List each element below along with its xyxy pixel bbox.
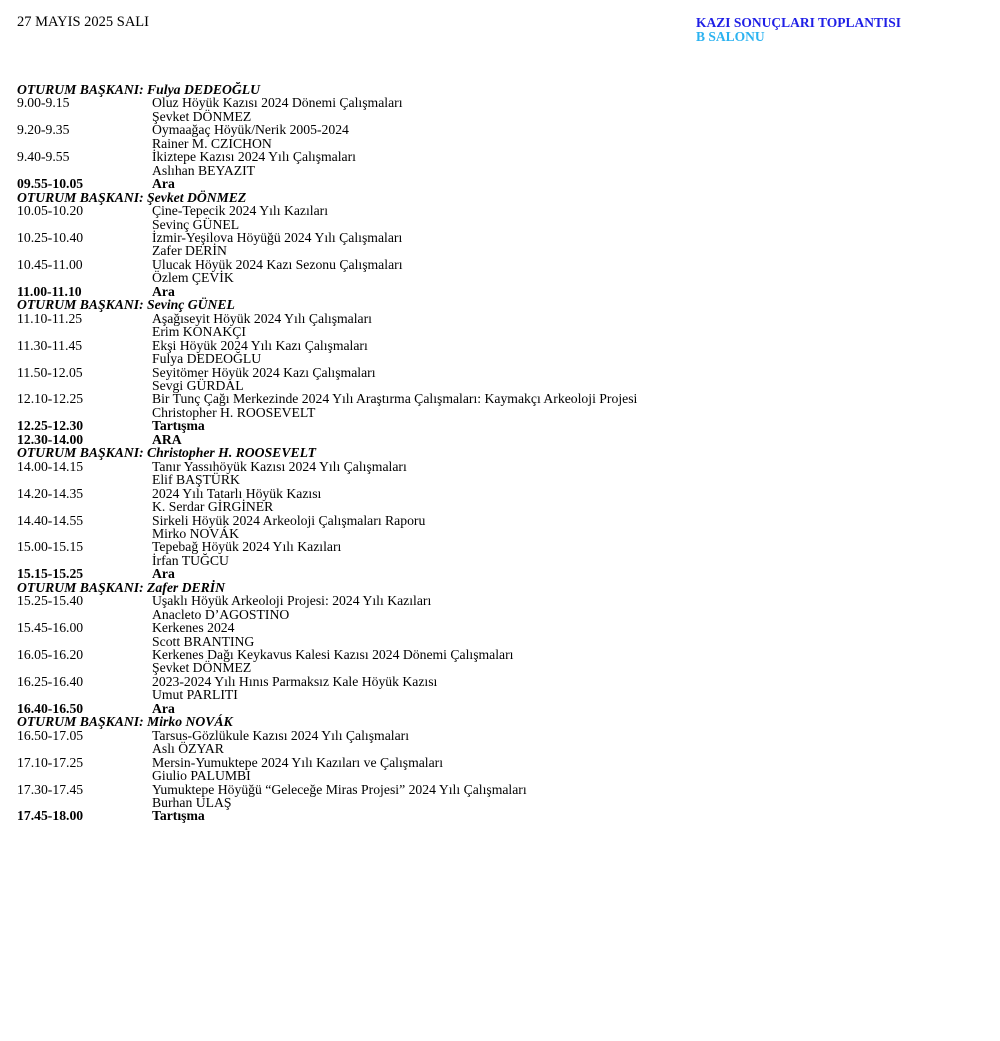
speaker-name: Özlem ÇEVİK — [152, 270, 234, 286]
speaker-name: Anacleto D’AGOSTINO — [152, 606, 290, 622]
break-row — [17, 567, 977, 580]
talk-row — [17, 96, 977, 109]
author-row — [17, 661, 977, 674]
author-row — [17, 527, 977, 540]
break-row — [17, 433, 977, 446]
author-row — [17, 137, 977, 150]
break-label: Tartışma — [152, 808, 205, 824]
author-row — [17, 110, 977, 123]
session-chair-text: OTURUM BAŞKANI: Mirko NOVÁK — [17, 714, 233, 730]
speaker-name: Elif BAŞTÜRK — [152, 472, 240, 488]
talk-title: Kerkenes 2024 — [152, 620, 235, 636]
talk-row — [17, 756, 977, 769]
author-row — [17, 406, 977, 419]
talk-row — [17, 366, 977, 379]
speaker-name: Erim KONAKÇI — [152, 324, 246, 340]
talk-title: Oymaağaç Höyük/Nerik 2005-2024 — [152, 122, 349, 138]
author-row — [17, 742, 977, 755]
talk-row — [17, 540, 977, 553]
talk-row — [17, 783, 977, 796]
break-row — [17, 419, 977, 432]
talk-title: 2023-2024 Yılı Hınıs Parmaksız Kale Höyük Kazısı — [152, 673, 438, 689]
talk-title: Aşağıseyit Höyük 2024 Yılı Çalışmaları — [152, 310, 372, 326]
author-row — [17, 688, 977, 701]
author-row — [17, 796, 977, 809]
meeting-header — [696, 16, 901, 44]
speaker-name: Zafer DERİN — [152, 243, 227, 259]
session-chair-text: OTURUM BAŞKANI: Zafer DERİN — [17, 579, 225, 595]
time-slot: 15.00-15.15 — [17, 539, 84, 555]
time-slot: 11.30-11.45 — [17, 337, 83, 353]
time-slot: 15.45-16.00 — [17, 620, 84, 636]
time-slot: 14.20-14.35 — [17, 485, 84, 501]
speaker-name: Aslı ÖZYAR — [152, 741, 224, 757]
schedule-date: 27 MAYIS 2025 SALI — [17, 14, 149, 30]
time-slot: 16.50-17.05 — [17, 727, 84, 743]
break-label: Ara — [152, 566, 175, 582]
time-slot: 17.45-18.00 — [17, 808, 84, 824]
talk-row — [17, 675, 977, 688]
author-row — [17, 473, 977, 486]
break-label: Ara — [152, 283, 175, 299]
break-row — [17, 809, 977, 822]
talk-title: Kerkenes Dağı Keykavus Kalesi Kazısı 2024 Dönemi Çalışmaları — [152, 647, 514, 663]
session-chair-text: OTURUM BAŞKANI: Şevket DÖNMEZ — [17, 189, 247, 205]
hall-name: B SALONU — [696, 29, 765, 44]
talk-row — [17, 150, 977, 163]
author-row — [17, 379, 977, 392]
talk-title: Tarsus-Gözlükule Kazısı 2024 Yılı Çalışmaları — [152, 727, 410, 743]
author-row — [17, 352, 977, 365]
time-slot: 15.25-15.40 — [17, 593, 84, 609]
talk-row — [17, 594, 977, 607]
break-label: Ara — [152, 176, 175, 192]
speaker-name: K. Serdar GİRGİNER — [152, 499, 274, 515]
talk-title: 2024 Yılı Tatarlı Höyük Kazısı — [152, 485, 322, 501]
program-schedule — [17, 83, 977, 823]
talk-title: Oluz Höyük Kazısı 2024 Dönemi Çalışmaları — [152, 95, 403, 111]
speaker-name: Umut PARLITI — [152, 687, 238, 703]
talk-title: Yumuktepe Höyüğü “Geleceğe Miras Projesi” 2024 Yılı Çalışmaları — [152, 781, 527, 797]
talk-row — [17, 621, 977, 634]
time-slot: 11.00-11.10 — [17, 283, 82, 299]
talk-title: Tanır Yassıhöyük Kazısı 2024 Yılı Çalışmaları — [152, 458, 407, 474]
break-label: Tartışma — [152, 418, 205, 434]
talk-row — [17, 204, 977, 217]
talk-row — [17, 123, 977, 136]
author-row — [17, 500, 977, 513]
session-chair-row — [17, 83, 977, 96]
break-row — [17, 177, 977, 190]
talk-title: İzmir-Yeşilova Höyüğü 2024 Yılı Çalışmaları — [152, 229, 403, 245]
time-slot: 17.30-17.45 — [17, 781, 84, 797]
author-row — [17, 218, 977, 231]
session-chair-row — [17, 298, 977, 311]
speaker-name: Şevket DÖNMEZ — [152, 108, 252, 124]
time-slot: 12.10-12.25 — [17, 391, 84, 407]
session-chair-text: OTURUM BAŞKANI: Fulya DEDEOĞLU — [17, 82, 260, 97]
time-slot: 09.55-10.05 — [17, 176, 84, 192]
author-row — [17, 608, 977, 621]
talk-title: Ekşi Höyük 2024 Yılı Kazı Çalışmaları — [152, 337, 368, 353]
time-slot: 9.20-9.35 — [17, 122, 70, 138]
meeting-title: KAZI SONUÇLARI TOPLANTISI — [696, 15, 902, 30]
time-slot: 17.10-17.25 — [17, 754, 84, 770]
talk-title: Bir Tunç Çağı Merkezinde 2024 Yılı Araştırma Çalışmaları: Kaymakçı Arkeoloji Projesi — [152, 391, 638, 407]
time-slot: 16.05-16.20 — [17, 647, 84, 663]
session-chair-row — [17, 191, 977, 204]
time-slot: 10.25-10.40 — [17, 229, 84, 245]
speaker-name: Scott BRANTING — [152, 633, 255, 649]
break-label: Ara — [152, 700, 175, 716]
session-chair-row — [17, 715, 977, 728]
time-slot: 15.15-15.25 — [17, 566, 84, 582]
session-chair-row — [17, 581, 977, 594]
session-chair-row — [17, 446, 977, 459]
time-slot: 10.45-11.00 — [17, 256, 83, 272]
author-row — [17, 244, 977, 257]
speaker-name: Mirko NOVÁK — [152, 525, 240, 541]
time-slot: 16.40-16.50 — [17, 700, 84, 716]
speaker-name: Sevinç GÜNEL — [152, 216, 240, 232]
time-slot: 14.40-14.55 — [17, 512, 84, 528]
speaker-name: Burhan ULAŞ — [152, 795, 232, 811]
talk-title: Uşaklı Höyük Arkeoloji Projesi: 2024 Yılı Kazıları — [152, 593, 432, 609]
talk-title: Tepebağ Höyük 2024 Yılı Kazıları — [152, 539, 342, 555]
speaker-name: Aslıhan BEYAZIT — [152, 162, 256, 178]
time-slot: 9.00-9.15 — [17, 95, 70, 111]
time-slot: 10.05-10.20 — [17, 203, 84, 219]
author-row — [17, 635, 977, 648]
author-row — [17, 164, 977, 177]
speaker-name: Fulya DEDEOĞLU — [152, 351, 262, 367]
time-slot: 9.40-9.55 — [17, 149, 70, 165]
time-slot: 12.30-14.00 — [17, 431, 84, 447]
author-row — [17, 554, 977, 567]
speaker-name: Şevket DÖNMEZ — [152, 660, 252, 676]
talk-row — [17, 312, 977, 325]
session-chair-text: OTURUM BAŞKANI: Christopher H. ROOSEVELT — [17, 445, 317, 461]
time-slot: 11.50-12.05 — [17, 364, 83, 380]
speaker-name: Giulio PALUMBI — [152, 768, 251, 784]
speaker-name: İrfan TUĞCU — [152, 552, 229, 568]
author-row — [17, 769, 977, 782]
speaker-name: Rainer M. CZICHON — [152, 135, 272, 151]
talk-row — [17, 392, 977, 405]
time-slot: 11.10-11.25 — [17, 310, 83, 326]
talk-row — [17, 487, 977, 500]
talk-row — [17, 231, 977, 244]
talk-title: Çine-Tepecik 2024 Yılı Kazıları — [152, 203, 329, 219]
author-row — [17, 325, 977, 338]
talk-title: Ulucak Höyük 2024 Kazı Sezonu Çalışmaları — [152, 256, 403, 272]
speaker-name: Christopher H. ROOSEVELT — [152, 404, 316, 420]
talk-row — [17, 514, 977, 527]
time-slot: 16.25-16.40 — [17, 673, 84, 689]
time-slot: 12.25-12.30 — [17, 418, 84, 434]
break-label: ARA — [152, 431, 182, 447]
speaker-name: Sevgi GÜRDAL — [152, 377, 244, 393]
talk-title: Sirkeli Höyük 2024 Arkeoloji Çalışmaları Raporu — [152, 512, 426, 528]
time-slot: 14.00-14.15 — [17, 458, 84, 474]
author-row — [17, 271, 977, 284]
talk-title: İkiztepe Kazısı 2024 Yılı Çalışmaları — [152, 149, 356, 165]
talk-title: Seyitömer Höyük 2024 Kazı Çalışmaları — [152, 364, 376, 380]
talk-title: Mersin-Yumuktepe 2024 Yılı Kazıları ve Çalışmaları — [152, 754, 444, 770]
session-chair-text: OTURUM BAŞKANI: Sevinç GÜNEL — [17, 297, 235, 313]
